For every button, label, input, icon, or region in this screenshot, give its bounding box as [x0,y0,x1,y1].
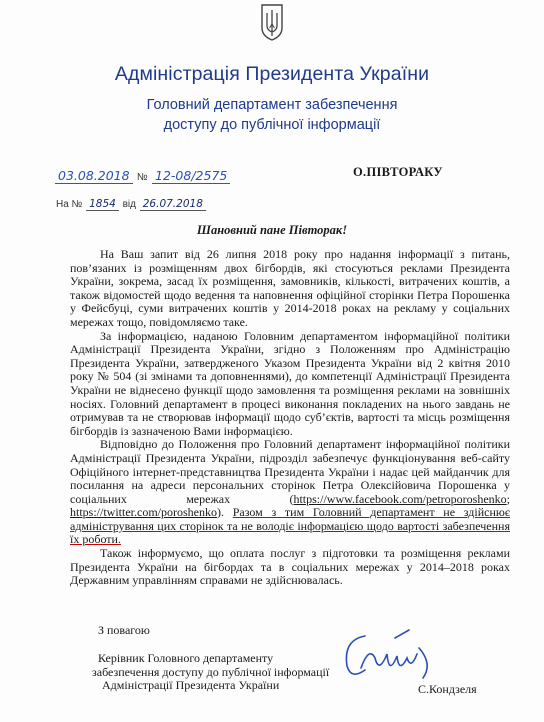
highlighted-statement: Разом з тим Головний департамент не здійснює адміністрування цих сторінок та не володіє інформацією щодо вартості забезпечення їх роботи. [70,505,511,547]
reference-label: На № [56,199,83,210]
paragraph-3 [70,438,510,547]
twitter-link[interactable]: https://twitter.com/poroshenko [70,505,217,520]
paragraph-4: Також інформуємо, що оплата послуг з підготовки та розміщення реклами Президента України на бігбордах та в соціальних мережах у 2014–2018 роках Державним управлінням справами не здійснювалась. [70,546,510,588]
signer-line-3: Адміністрації Президента України [102,678,280,693]
dept-name-line1: Головний департамент забезпечення [146,97,398,113]
outgoing-registration [55,168,230,183]
reference-from-label: від [122,199,136,210]
letter-body [70,248,510,588]
incoming-date: 26.07.2018 [140,198,206,211]
org-title: Адміністрація Президента України [114,63,430,85]
closing-regards: З повагою [98,623,150,637]
paragraph-1: На Ваш запит від 26 липня 2018 року про надання інформації з питань, пов’язаних із розміщенням двох бігбордів, які стосуються реклами Президента України, зокрема, засад їх розміщення, замовників, кількості, витрачених коштів, а також відомостей щодо ведення та наповнення офіційної сторінки Петра Порошенка у Фейсбуці, суми витрачених коштів у 2014-2018 роках на рекламу у соціальних мережах тощо, повідомляємо таке. [70,247,510,329]
paragraph-3-mid: ). [217,505,233,520]
dept-name-line2: доступу до публічної інформації [163,117,381,133]
trident-emblem-icon [259,2,285,42]
handwritten-signature [335,618,445,688]
facebook-link[interactable]: https://www.facebook.com/petroporoshenko [293,491,507,506]
link-separator: ; [506,491,510,506]
greeting: Шановний пане Півторак! [196,223,348,237]
signer-title [92,652,329,693]
recipient-name: О.ПІВТОРАКУ [353,165,443,179]
incoming-number: 1854 [86,198,119,211]
outgoing-date: 03.08.2018 [55,168,133,184]
incoming-reference [55,198,206,210]
signer-name: С.Кондзеля [418,682,477,696]
signer-line-1: Керівник Головного департаменту [98,651,274,665]
paragraph-2: За інформацією, наданою Головним департаментом інформаційної політики Адміністрації Президента України, згідно з Положенням про Адміністрацію Президента України, затвердженого Указом Президента України від 2 квітня 2010 року № 504 (зі змінами та доповненнями), до компетенції Адміністрації Президента України не віднесено функції щодо замовлення та розміщення реклами на зовнішніх носіях. Головний департамент в процесі виконання покладених на нього завдань не отримував та не створював інформації щодо суб’єктів, вартості та місць розміщення бігбордів із зазначеною Вами інформацією. [70,328,510,438]
paragraph-3-text: Відповідно до Положення про Головний департамент інформаційної політики Адміністрації Президента України, підрозділ забезпечує функціонування веб-сайту Офіційного інтернет-представництва Президента України і надає цей майданчик для посилання на адреси персональних сторінок Петра Олексійовича Порошенка у соціальних мережах ( [70,437,510,506]
number-label: № [136,172,148,183]
signer-line-2: забезпечення доступу до публічної інформації [92,664,330,679]
outgoing-number: 12-08/2575 [152,168,230,184]
